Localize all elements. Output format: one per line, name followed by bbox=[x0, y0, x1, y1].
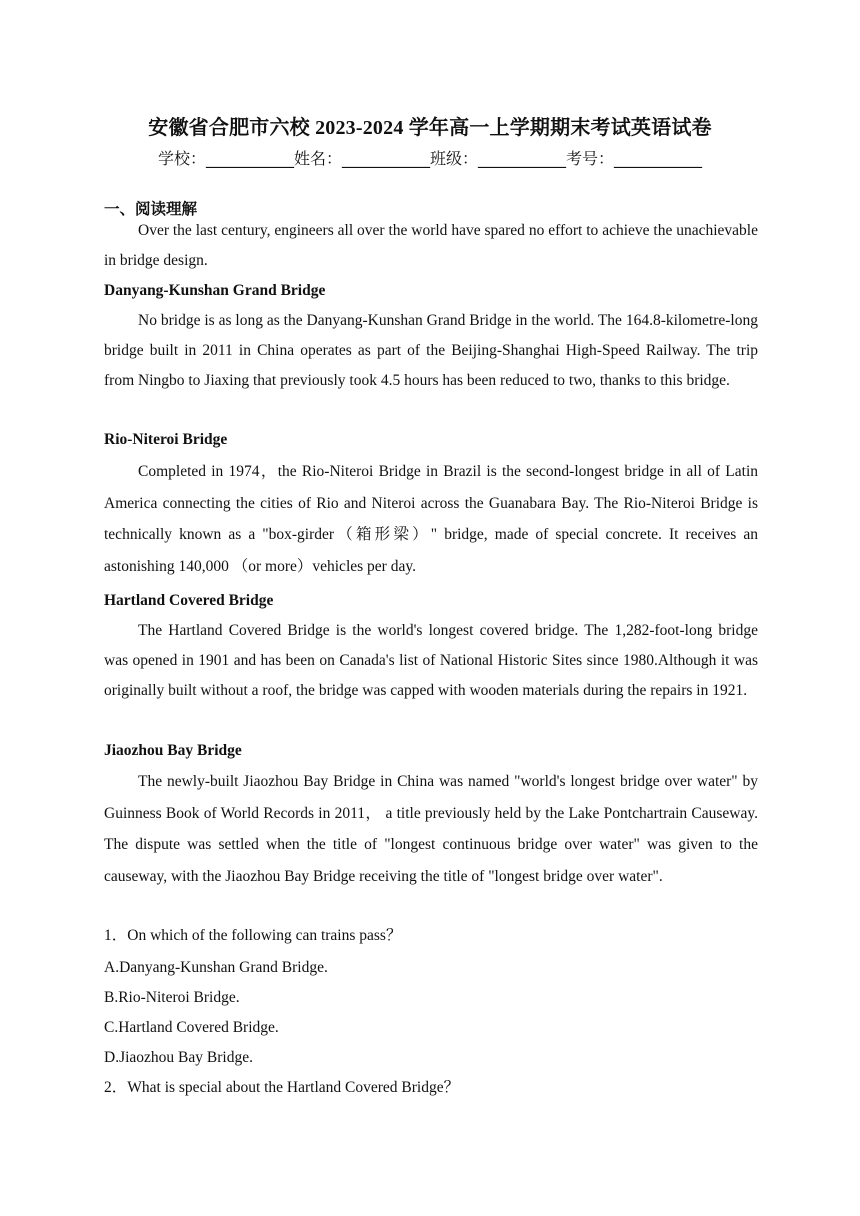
bridge-text-jiaozhou: The newly-built Jiaozhou Bay Bridge in China was named "world's longest bridge over water" by Guinness Book of World Records in 2011， a title previously held by the Lake Pontchartrain Causeway. The dispute was settled when the title of "longest continuous bridge over water" was given to the causeway, with the Jiaozhou Bay Bridge receiving the title of "longest bridge over water". bbox=[104, 773, 758, 885]
bridge-text-rio: Completed in 1974，the Rio-Niteroi Bridge in Brazil is the second-longest bridge in all of Latin America connecting the cities of Rio and Niteroi across the Guanabara Bay. The Rio-Niteroi Bridge is technically known as a "box-girder（箱形梁）" bridge, made of special concrete. It receives an astonishing 140,000 （or more）vehicles per day. bbox=[104, 463, 758, 575]
bridge-heading-jiaozhou: Jiaozhou Bay Bridge bbox=[104, 742, 242, 759]
question-1-option-d: D.Jiaozhou Bay Bridge. bbox=[104, 1049, 253, 1066]
question-1-stem: 1．On which of the following can trains pass？ bbox=[104, 927, 402, 944]
question-1-option-b: B.Rio-Niteroi Bridge. bbox=[104, 989, 240, 1006]
question-2-stem: 2．What is special about the Hartland Covered Bridge？ bbox=[104, 1079, 460, 1096]
page-title: 安徽省合肥市六校 2023-2024 学年高一上学期期末考试英语试卷 bbox=[148, 117, 712, 139]
bridge-heading-hartland: Hartland Covered Bridge bbox=[104, 592, 274, 609]
bridge-text-hartland: The Hartland Covered Bridge is the world's longest covered bridge. The 1,282-foot-long bridge was opened in 1901 and has been on Canada's list of National Historic Sites since 1980.Although it was originally built without a roof, the bridge was capped with wooden materials during the repairs in 1921. bbox=[104, 622, 758, 699]
section-title: 一、阅读理解 bbox=[104, 200, 198, 218]
student-info-line: 学校：___________姓名：___________班级：___________考号：___________ bbox=[157, 149, 702, 168]
bridge-heading-danyang: Danyang-Kunshan Grand Bridge bbox=[104, 282, 326, 299]
question-1-option-a: A.Danyang-Kunshan Grand Bridge. bbox=[104, 959, 328, 976]
bridge-text-danyang: No bridge is as long as the Danyang-Kunshan Grand Bridge in the world. The 164.8-kilometre-long bridge built in 2011 in China operates as part of the Beijing-Shanghai High-Speed Railway. The trip from Ningbo to Jiaxing that previously took 4.5 hours has been reduced to two, thanks to this bridge. bbox=[104, 312, 758, 389]
bridge-heading-rio: Rio-Niteroi Bridge bbox=[104, 431, 228, 448]
question-1-option-c: C.Hartland Covered Bridge. bbox=[104, 1019, 279, 1036]
passage-intro: Over the last century, engineers all over the world have spared no effort to achieve the unachievable in bridge design. bbox=[104, 222, 758, 269]
